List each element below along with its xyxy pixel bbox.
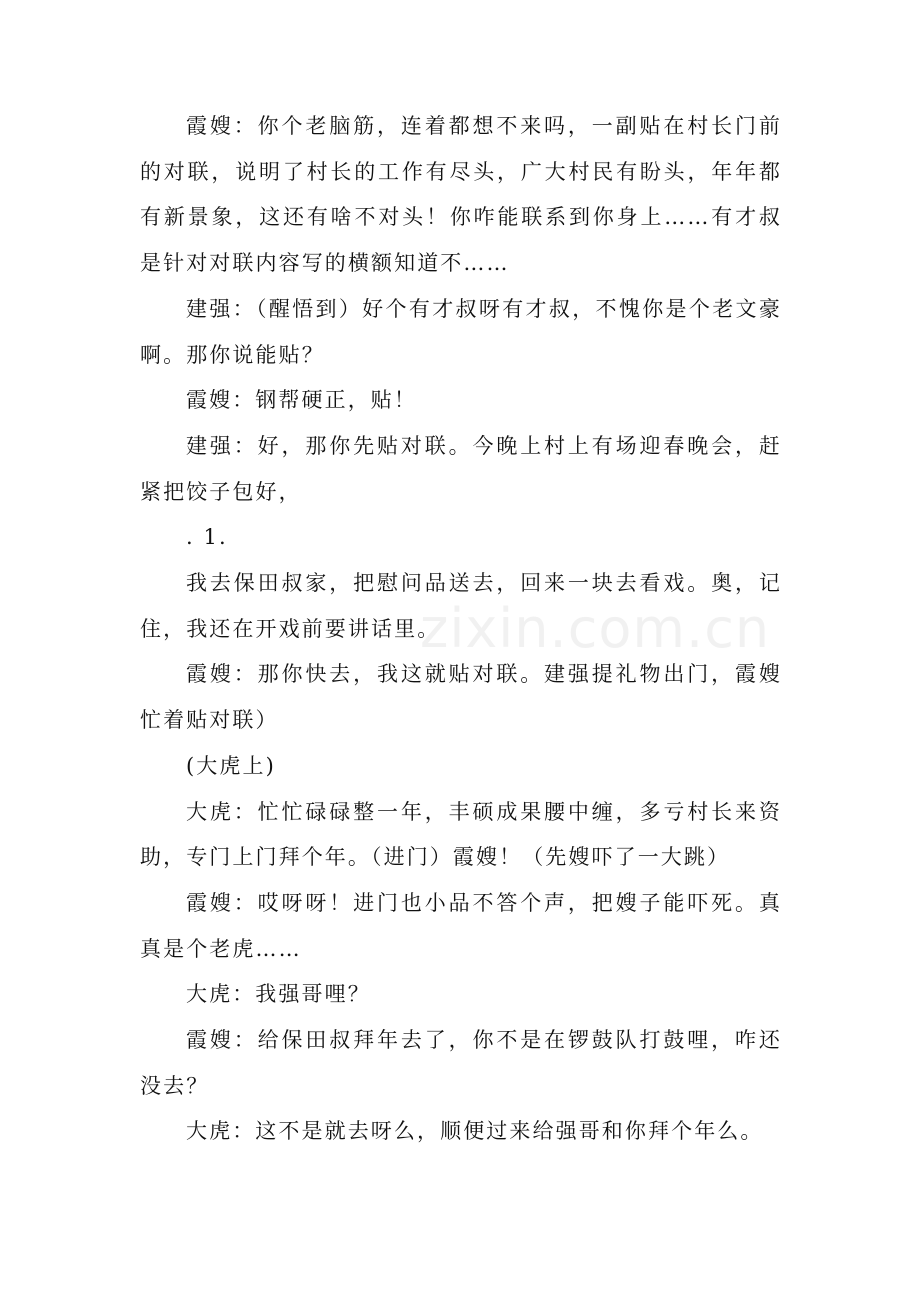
paragraph: 霞嫂：给保田叔拜年去了，你不是在锣鼓队打鼓哩，咋还没去？ [140, 1028, 782, 1098]
paragraph: 霞嫂：那你快去，我这就贴对联。建强提礼物出门，霞嫂忙着贴对联） [140, 662, 782, 733]
watermark: zixin.com.cn [420, 597, 771, 660]
paragraph: 建强：（醒悟到）好个有才叔呀有才叔，不愧你是个老文豪啊。那你说能贴？ [140, 296, 782, 367]
paragraph: 霞嫂：你个老脑筋，连着都想不来吗，一副贴在村长门前的对联，说明了村长的工作有尽头，广大村民有盼头，年年都有新景象，这还有啥不对头！你咋能联系到你身上……有才叔是针对对联内容写的横额知道不…… [140, 114, 782, 276]
page-number-marker: . 1. [186, 525, 228, 550]
paragraph: 霞嫂：钢帮硬正，贴！ [186, 388, 417, 413]
document-body [140, 104, 782, 1155]
paragraph: 我去保田叔家，把慰问品送去，回来一块去看戏。奥，记住，我还在开戏前要讲话里。 [140, 571, 782, 641]
paragraph: 大虎：这不是就去呀么，顺便过来给强哥和你拜个年么。 [186, 1119, 764, 1144]
paragraph: 霞嫂：哎呀呀！进门也小品不答个声，把嫂子能吓死。真真是个老虎…… [140, 890, 782, 961]
paragraph: 大虎：忙忙碌碌整一年，丰硕成果腰中缠，多亏村长来资助，专门上门拜个年。（进门）霞嫂！（先嫂吓了一大跳） [140, 799, 782, 870]
paragraph: 建强：好，那你先贴对联。今晚上村上有场迎春晚会，赶紧把饺子包好， [140, 433, 782, 504]
stage-direction: (大虎上) [186, 753, 276, 778]
paragraph: 大虎：我强哥哩？ [186, 982, 371, 1007]
